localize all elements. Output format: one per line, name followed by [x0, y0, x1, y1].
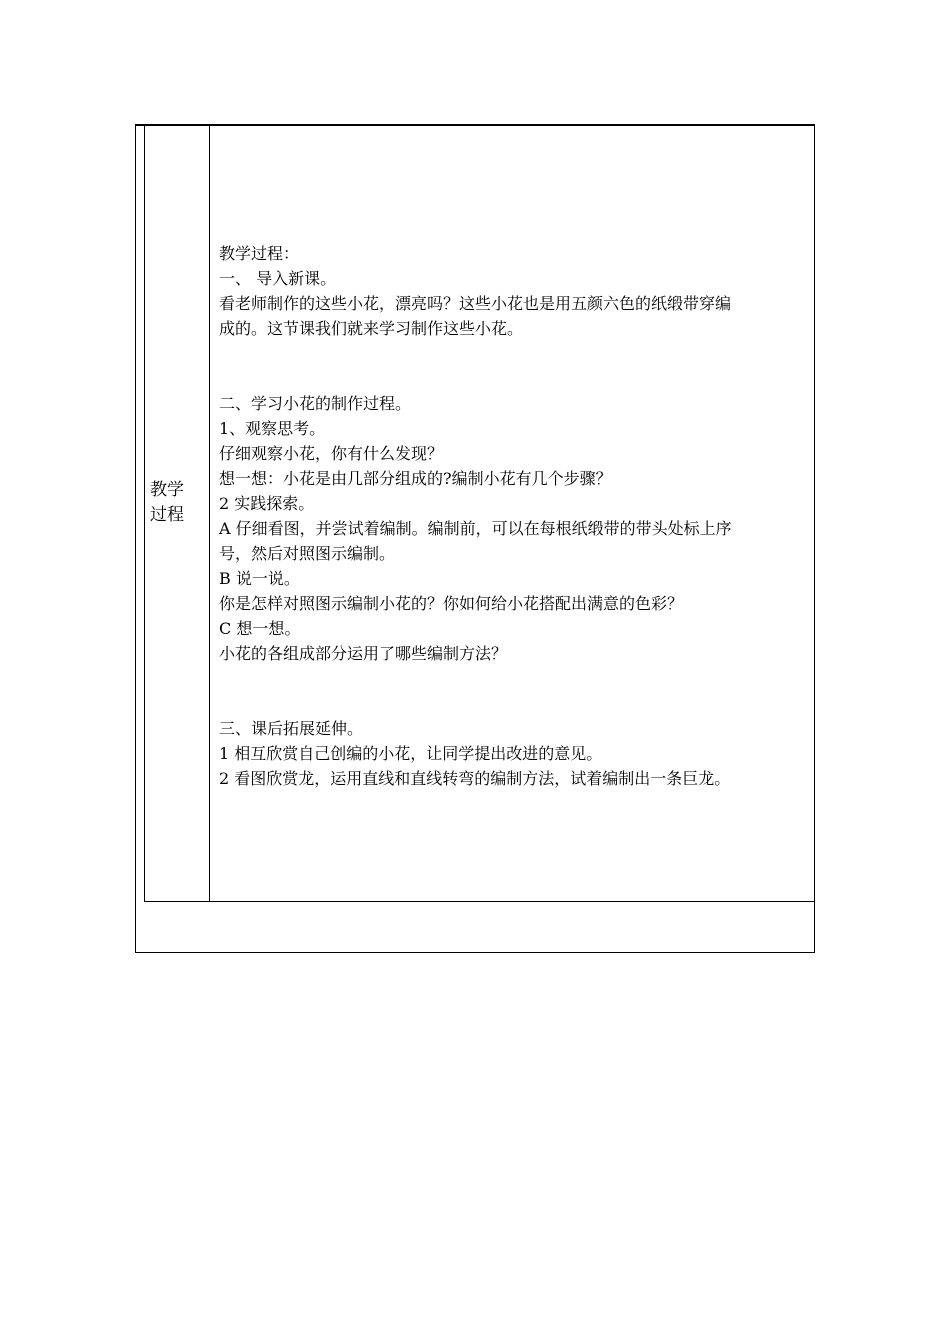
content-line: A 仔细看图，并尝试着编制。编制前，可以在每根纸缎带的带头处标上序 — [219, 519, 732, 538]
section-label-line-2: 过程 — [150, 505, 184, 525]
section-label-line-1: 教学 — [150, 480, 184, 500]
content-line: 2 看图欣赏龙，运用直线和直线转弯的编制方法，试着编制出一条巨龙。 — [219, 769, 731, 788]
content-line: 1、观察思考。 — [219, 419, 326, 438]
table-column-divider — [209, 124, 210, 902]
content-line: 想一想：小花是由几部分组成的?编制小花有几个步骤？ — [219, 469, 612, 488]
content-line: 号，然后对照图示编制。 — [219, 544, 396, 563]
content-line: 小花的各组成部分运用了哪些编制方法？ — [219, 644, 508, 663]
content-blank-line — [219, 691, 839, 716]
content-line: C 想一想。 — [219, 619, 301, 638]
content-line: 一、 导入新课。 — [219, 269, 337, 288]
content-line: 看老师制作的这些小花，漂亮吗？这些小花也是用五颜六色的纸缎带穿编 — [219, 294, 732, 313]
table-row-divider — [144, 901, 815, 902]
content-line: 成的。这节课我们就来学习制作这些小花。 — [219, 319, 524, 338]
content-line: 2 实践探索。 — [219, 494, 315, 513]
content-line: 1 相互欣赏自己创编的小花，让同学提出改进的意见。 — [219, 744, 603, 763]
content-blank-line — [219, 341, 839, 366]
content-line: 教学过程： — [219, 244, 300, 263]
content-line: B 说一说。 — [219, 569, 300, 588]
lesson-content-cell — [219, 241, 839, 791]
section-label-cell — [150, 478, 206, 528]
content-line: 三、课后拓展延伸。 — [219, 719, 364, 738]
content-blank-line — [219, 366, 839, 391]
content-line: 你是怎样对照图示编制小花的？你如何给小花搭配出满意的色彩？ — [219, 594, 684, 613]
content-line: 仔细观察小花，你有什么发现？ — [219, 444, 444, 463]
table-inner-left-border — [144, 124, 145, 902]
content-line: 二、学习小花的制作过程。 — [219, 394, 412, 413]
content-blank-line — [219, 666, 839, 691]
table-top-border — [135, 124, 815, 126]
